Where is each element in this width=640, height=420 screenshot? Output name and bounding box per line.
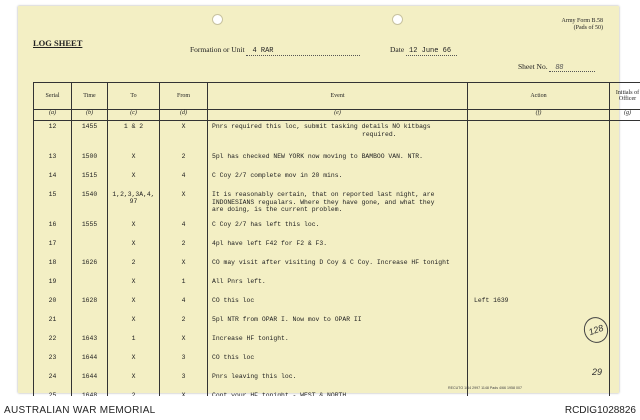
initials-cell: [610, 170, 640, 189]
event-cell: [208, 257, 468, 276]
log-row: [34, 352, 640, 371]
time-cell: 1540: [72, 189, 108, 219]
time-cell: 1643: [72, 333, 108, 352]
time-cell: [72, 276, 108, 295]
header-initials: Initials of Officer: [610, 83, 640, 110]
log-row: [34, 151, 640, 170]
to-cell: X: [108, 314, 160, 333]
record-id: RCDIG1028826: [564, 405, 636, 416]
event-cell: [208, 352, 468, 371]
serial-cell: 23: [34, 352, 72, 371]
initials-cell: [610, 257, 640, 276]
serial-cell: 12: [34, 121, 72, 152]
event-text: C Coy 2/7 has left this loc.: [212, 221, 320, 228]
initials-cell: [610, 121, 640, 152]
serial-cell: 17: [34, 238, 72, 257]
event-text: It is reasonably certain, that on reported last night, are: [212, 191, 435, 198]
time-cell: 1455: [72, 121, 108, 152]
from-cell: X: [160, 333, 208, 352]
event-cell: [208, 121, 468, 152]
time-cell: 1555: [72, 219, 108, 238]
event-cell: [208, 170, 468, 189]
event-cell: [208, 314, 468, 333]
log-sheet-page: [18, 6, 640, 393]
log-row: [34, 170, 640, 189]
to-cell: X: [108, 276, 160, 295]
initials-cell: [610, 219, 640, 238]
from-cell: 2: [160, 314, 208, 333]
to-cell: 1,2,3,3A,4, 97: [108, 189, 160, 219]
to-cell: 1: [108, 333, 160, 352]
from-cell: 2: [160, 238, 208, 257]
log-table: [33, 82, 640, 410]
punch-hole: [212, 14, 223, 25]
serial-cell: 24: [34, 371, 72, 390]
serial-cell: 16: [34, 219, 72, 238]
log-row: [34, 219, 640, 238]
initials-cell: [610, 276, 640, 295]
log-row: [34, 121, 640, 152]
event-text: Pnrs required this loc, submit tasking details NO kitbags: [212, 123, 431, 130]
from-cell: 1: [160, 276, 208, 295]
time-cell: [72, 314, 108, 333]
time-cell: 1626: [72, 257, 108, 276]
action-cell: [468, 276, 610, 295]
folio-stamp: [584, 309, 610, 377]
initials-cell: [610, 333, 640, 352]
action-cell: [468, 219, 610, 238]
date-field: Date 12 June 66: [390, 45, 457, 56]
serial-cell: 19: [34, 276, 72, 295]
circled-folio-number: 128: [580, 314, 611, 347]
header-from: From: [160, 83, 208, 110]
action-cell: [468, 257, 610, 276]
sheet-number-field: Sheet No. 88: [518, 62, 595, 72]
initials-cell: [610, 189, 640, 219]
event-cell: [208, 219, 468, 238]
from-cell: 4: [160, 295, 208, 314]
to-cell: X: [108, 371, 160, 390]
army-form-label: Army Form B.58 (Pads of 50): [561, 18, 603, 31]
event-text: Pnrs leaving this loc.: [212, 373, 297, 380]
action-cell: [468, 238, 610, 257]
sheet-number-value: 88: [549, 64, 595, 72]
archive-name: AUSTRALIAN WAR MEMORIAL: [4, 405, 156, 416]
to-cell: X: [108, 295, 160, 314]
to-cell: X: [108, 238, 160, 257]
time-cell: 1515: [72, 170, 108, 189]
serial-cell: 20: [34, 295, 72, 314]
from-cell: 4: [160, 219, 208, 238]
event-cell: [208, 151, 468, 170]
event-text: are doing, is the current problem.: [212, 206, 343, 213]
event-cell: [208, 238, 468, 257]
formation-field: Formation or Unit 4 RAR: [190, 45, 360, 56]
event-text: 5pl has checked NEW YORK now moving to BAMBOO VAN. NTR.: [212, 153, 423, 160]
event-text: C Coy 2/7 complete mov in 20 mins.: [212, 172, 343, 179]
serial-cell: 22: [34, 333, 72, 352]
to-cell: X: [108, 219, 160, 238]
folio-number: 29: [592, 367, 603, 377]
header-to: To: [108, 83, 160, 110]
event-cell: [208, 276, 468, 295]
archive-footer: [0, 396, 640, 420]
serial-cell: 15: [34, 189, 72, 219]
action-cell: Left 1639: [468, 295, 610, 314]
log-row: [34, 276, 640, 295]
from-cell: 4: [160, 170, 208, 189]
header-serial: Serial: [34, 83, 72, 110]
from-cell: X: [160, 257, 208, 276]
log-row: [34, 333, 640, 352]
serial-cell: 21: [34, 314, 72, 333]
event-text: INDONESIANS regualars. Where they have gone, and what they: [212, 198, 435, 206]
from-cell: 3: [160, 371, 208, 390]
to-cell: X: [108, 170, 160, 189]
from-cell: X: [160, 189, 208, 219]
event-text: CO may visit after visiting D Coy & C Coy. Increase HF tonight: [212, 259, 450, 266]
to-cell: X: [108, 352, 160, 371]
time-cell: 1500: [72, 151, 108, 170]
initials-cell: [610, 151, 640, 170]
event-text: CO this loc: [212, 354, 255, 361]
serial-cell: 14: [34, 170, 72, 189]
date-value: 12 June 66: [406, 47, 457, 56]
event-cell: [208, 189, 468, 219]
log-row: [34, 295, 640, 314]
log-row: [34, 371, 640, 390]
event-text: Increase HF tonight.: [212, 335, 289, 342]
serial-cell: 13: [34, 151, 72, 170]
header-time: Time: [72, 83, 108, 110]
initials-cell: [610, 371, 640, 390]
from-cell: 3: [160, 352, 208, 371]
initials-cell: [610, 352, 640, 371]
action-cell: [468, 189, 610, 219]
action-cell: [468, 151, 610, 170]
from-cell: 2: [160, 151, 208, 170]
event-text: 4pl have left F42 for F2 & F3.: [212, 240, 328, 247]
column-letters-row: (a) (b) (c) (d) (e) (f) (g): [34, 110, 640, 121]
formation-value: 4 RAR: [246, 47, 360, 56]
initials-cell: [610, 314, 640, 333]
to-cell: 2: [108, 257, 160, 276]
time-cell: 1644: [72, 371, 108, 390]
time-cell: 1644: [72, 352, 108, 371]
header-event: Event: [208, 83, 468, 110]
action-cell: [468, 170, 610, 189]
log-row: [34, 189, 640, 219]
initials-cell: [610, 238, 640, 257]
to-cell: X: [108, 151, 160, 170]
time-cell: [72, 238, 108, 257]
to-cell: 1 & 2: [108, 121, 160, 152]
event-cell: [208, 333, 468, 352]
action-cell: [468, 352, 610, 371]
punch-hole: [392, 14, 403, 25]
log-sheet-title: LOG SHEET: [33, 38, 83, 48]
log-row: [34, 257, 640, 276]
event-cell: [208, 295, 468, 314]
event-text: All Pnrs left.: [212, 278, 266, 285]
action-cell: [468, 121, 610, 152]
initials-cell: [610, 295, 640, 314]
event-text: 5pl NTR from OPAR I. Now mov to OPAR II: [212, 316, 362, 323]
log-row: [34, 314, 640, 333]
event-cell: [208, 371, 468, 390]
header-action: Action: [468, 83, 610, 110]
print-note: RECUTO 1/64 2997 1148 Pads 4/66 1958 007: [448, 386, 522, 390]
serial-cell: 18: [34, 257, 72, 276]
time-cell: 1628: [72, 295, 108, 314]
log-row: [34, 238, 640, 257]
event-text: required.: [362, 130, 397, 138]
from-cell: X: [160, 121, 208, 152]
event-text: CO this loc: [212, 297, 255, 304]
